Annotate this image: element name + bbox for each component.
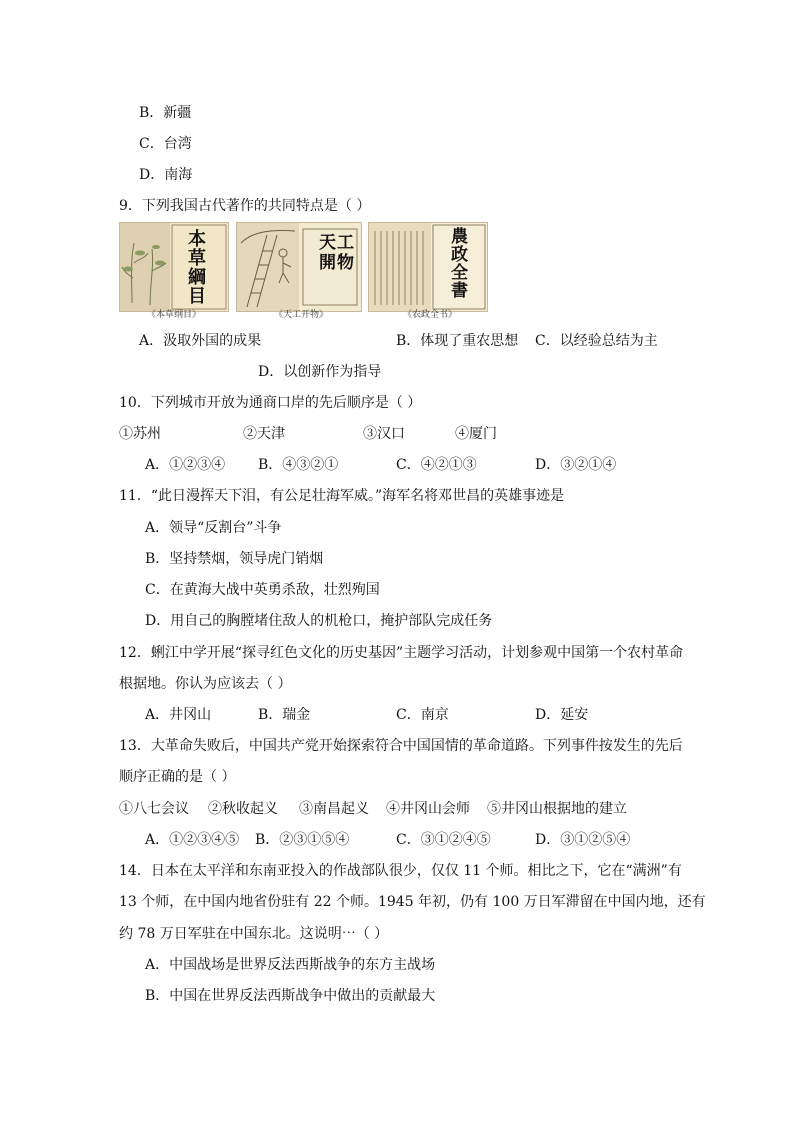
q10-option-d: D．③②①④ [535, 457, 617, 473]
q10-stem: 10．下列城市开放为通商口岸的先后顺序是（ ） [119, 395, 422, 411]
q11-option-b: B．坚持禁烟，领导虎门销烟 [145, 551, 324, 567]
q12-stem-line2: 根据地。你认为应该去（ ） [119, 676, 292, 692]
q9-image-tiangong [236, 222, 362, 312]
q13-item-1: ①八七会议 [119, 801, 189, 817]
q10-item-2: ②天津 [243, 426, 285, 442]
q13-stem-line1: 13．大革命失败后，中国共产党开始探索符合中国国情的革命道路。下列事件按发生的先后 [119, 738, 683, 754]
q10-option-c: C．④②①③ [396, 457, 477, 473]
q14-stem-line1: 14．日本在太平洋和东南亚投入的作战部队很少，仅仅 11 个师。相比之下，它在“满洲”有 [119, 863, 682, 879]
q8-option-d: D．南海 [139, 167, 193, 183]
q12-option-d: D．延安 [535, 707, 589, 723]
q9-caption-bencao: 《本草纲目》 [147, 310, 202, 320]
q10-item-1: ①苏州 [119, 426, 161, 442]
q12-option-c: C．南京 [396, 707, 449, 723]
bencao-cover-title: 本草綱目 [185, 229, 206, 305]
q13-item-5: ⑤井冈山根据地的建立 [487, 801, 627, 817]
q8-option-b: B．新疆 [139, 105, 192, 121]
q10-option-b: B．④③②① [258, 457, 339, 473]
q9-option-a: A．汲取外国的成果 [139, 333, 262, 349]
q9-image-nongzheng [368, 222, 488, 312]
q11-option-c: C．在黄海大战中英勇杀敌，壮烈殉国 [145, 582, 380, 598]
q12-option-a: A．井冈山 [145, 707, 212, 723]
q13-option-c: C．③①②④⑤ [396, 832, 491, 848]
q13-stem-line2: 顺序正确的是（ ） [119, 769, 236, 785]
q14-stem-line3: 约 78 万日军驻在中国东北。这说明⋯（ ） [119, 926, 389, 942]
q14-stem-line2: 13 个师，在中国内地省份驻有 22 个师。1945 年初，仍有 100 万日军滞留在中国内地，还有 [119, 894, 706, 910]
q13-item-4: ④井冈山会师 [386, 801, 470, 817]
q14-option-a: A．中国战场是世界反法西斯战争的东方主战场 [145, 957, 436, 973]
q10-item-4: ④厦门 [455, 426, 497, 442]
q11-stem: 11．“此日漫挥天下泪，有公足壮海军威。”海军名将邓世昌的英雄事迹是 [119, 488, 565, 504]
q9-option-c: C．以经验总结为主 [535, 333, 658, 349]
q13-option-b: B．②③①⑤④ [255, 832, 350, 848]
q10-option-a: A．①②③④ [145, 457, 226, 473]
q9-caption-nongzheng: 《农政全书》 [403, 310, 458, 320]
q9-option-d: D．以创新作为指导 [258, 364, 382, 380]
bencao-illustration [120, 223, 228, 311]
q12-option-b: B．瑞金 [258, 707, 311, 723]
q9-image-bencao [119, 222, 229, 312]
q13-option-d: D．③①②⑤④ [535, 832, 631, 848]
q9-option-b: B．体现了重农思想 [396, 333, 519, 349]
q13-option-a: A．①②③④⑤ [145, 832, 240, 848]
q9-stem: 9．下列我国古代著作的共同特点是（ ） [119, 198, 371, 214]
q14-option-b: B．中国在世界反法西斯战争中做出的贡献最大 [145, 988, 436, 1004]
q13-item-2: ②秋收起义 [208, 801, 278, 817]
q11-option-d: D．用自己的胸膛堵住敌人的机枪口，掩护部队完成任务 [145, 613, 493, 629]
q8-option-c: C．台湾 [139, 136, 192, 152]
tiangong-cover-title: 天工開物 [319, 233, 355, 273]
q13-item-3: ③南昌起义 [299, 801, 369, 817]
q10-item-3: ③汉口 [363, 426, 405, 442]
q11-option-a: A．领导“反割台”斗争 [145, 520, 282, 536]
q9-caption-tiangong: 《天工开物》 [274, 310, 329, 320]
nongzheng-cover-title: 農政全書 [447, 227, 467, 299]
q12-stem-line1: 12．蜊江中学开展“探寻红色文化的历史基因”主题学习活动，计划参观中国第一个农村革命 [119, 645, 684, 661]
